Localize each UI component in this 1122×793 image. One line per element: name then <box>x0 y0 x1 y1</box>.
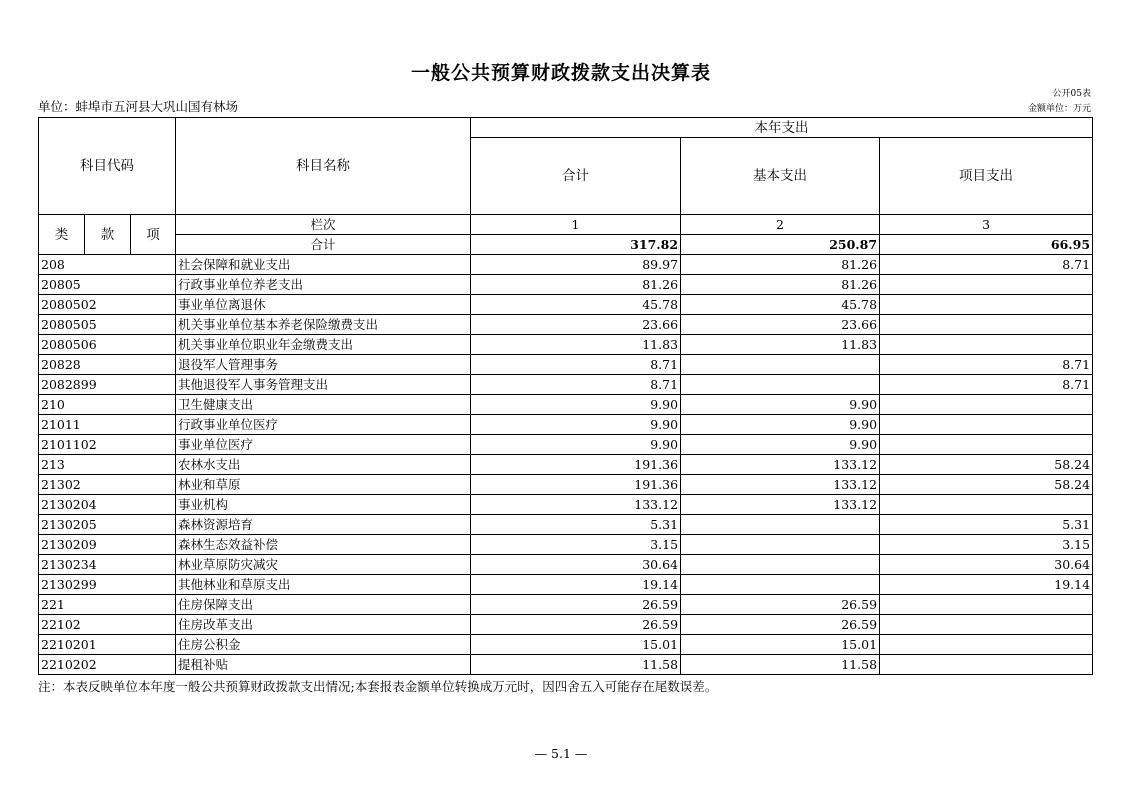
row-basic <box>681 575 880 595</box>
row-name: 行政事业单位医疗 <box>176 415 471 435</box>
row-name: 事业单位离退休 <box>176 295 471 315</box>
table-row <box>39 395 1093 415</box>
row-basic: 133.12 <box>681 475 880 495</box>
row-code: 2080506 <box>39 335 176 355</box>
row-code: 2210202 <box>39 655 176 675</box>
row-name: 卫生健康支出 <box>176 395 471 415</box>
row-basic: 15.01 <box>681 635 880 655</box>
table-row <box>39 275 1093 295</box>
row-total: 8.71 <box>471 375 681 395</box>
table-row <box>39 555 1093 575</box>
row-name: 机关事业单位职业年金缴费支出 <box>176 335 471 355</box>
row-code: 210 <box>39 395 176 415</box>
row-total: 26.59 <box>471 595 681 615</box>
row-total: 8.71 <box>471 355 681 375</box>
header-xiang: 项 <box>131 215 176 255</box>
row-project: 19.14 <box>880 575 1093 595</box>
table-row <box>39 355 1093 375</box>
row-code: 213 <box>39 455 176 475</box>
row-code: 2130205 <box>39 515 176 535</box>
row-name: 住房改革支出 <box>176 615 471 635</box>
row-code: 2130204 <box>39 495 176 515</box>
row-basic: 133.12 <box>681 455 880 475</box>
row-name: 林业和草原 <box>176 475 471 495</box>
amount-unit: 金额单位：万元 <box>1027 104 1091 114</box>
table-row <box>39 615 1093 635</box>
table-row <box>39 255 1093 275</box>
header-subject-name: 科目名称 <box>176 118 471 215</box>
header-kuan: 款 <box>85 215 131 255</box>
row-total: 191.36 <box>471 455 681 475</box>
row-code: 20828 <box>39 355 176 375</box>
row-basic <box>681 555 880 575</box>
table-row <box>39 575 1093 595</box>
table-row <box>39 595 1093 615</box>
header-project: 项目支出 <box>880 138 1093 215</box>
table-row <box>39 315 1093 335</box>
row-code: 2101102 <box>39 435 176 455</box>
table-row <box>39 635 1093 655</box>
row-code: 21302 <box>39 475 176 495</box>
row-code: 2080505 <box>39 315 176 335</box>
table-row <box>39 435 1093 455</box>
row-total: 26.59 <box>471 615 681 635</box>
row-project <box>880 295 1093 315</box>
row-code: 22102 <box>39 615 176 635</box>
header-col-1: 1 <box>471 215 681 235</box>
row-name: 提租补贴 <box>176 655 471 675</box>
table-row <box>39 535 1093 555</box>
row-name: 森林资源培育 <box>176 515 471 535</box>
table-row <box>39 475 1093 495</box>
row-basic: 45.78 <box>681 295 880 315</box>
row-code: 20805 <box>39 275 176 295</box>
table-row <box>39 655 1093 675</box>
row-project <box>880 655 1093 675</box>
row-project <box>880 635 1093 655</box>
row-code: 208 <box>39 255 176 275</box>
row-name: 其他林业和草原支出 <box>176 575 471 595</box>
row-name: 林业草原防灾减灾 <box>176 555 471 575</box>
row-total: 45.78 <box>471 295 681 315</box>
row-total: 191.36 <box>471 475 681 495</box>
row-project <box>880 275 1093 295</box>
row-code: 221 <box>39 595 176 615</box>
row-project: 58.24 <box>880 455 1093 475</box>
row-basic <box>681 535 880 555</box>
row-name: 农林水支出 <box>176 455 471 475</box>
row-project <box>880 595 1093 615</box>
header-total: 合计 <box>471 138 681 215</box>
row-basic <box>681 515 880 535</box>
row-name: 社会保障和就业支出 <box>176 255 471 275</box>
row-name: 森林生态效益补偿 <box>176 535 471 555</box>
row-project: 8.71 <box>880 255 1093 275</box>
row-basic <box>681 375 880 395</box>
total-row-basic: 250.87 <box>681 235 880 255</box>
row-total: 133.12 <box>471 495 681 515</box>
row-name: 退役军人管理事务 <box>176 355 471 375</box>
row-total: 9.90 <box>471 415 681 435</box>
row-code: 2130299 <box>39 575 176 595</box>
row-basic: 26.59 <box>681 595 880 615</box>
reporting-unit: 单位：蚌埠市五河县大巩山国有林场 <box>38 99 239 114</box>
row-name: 行政事业单位养老支出 <box>176 275 471 295</box>
row-project <box>880 415 1093 435</box>
row-project: 8.71 <box>880 355 1093 375</box>
row-basic: 81.26 <box>681 255 880 275</box>
table-row <box>39 335 1093 355</box>
row-code: 2082899 <box>39 375 176 395</box>
row-name: 住房保障支出 <box>176 595 471 615</box>
header-column-label: 栏次 <box>176 215 471 235</box>
row-project <box>880 435 1093 455</box>
header-lei: 类 <box>39 215 85 255</box>
table-row <box>39 295 1093 315</box>
row-name: 机关事业单位基本养老保险缴费支出 <box>176 315 471 335</box>
table-row <box>39 415 1093 435</box>
header-col-3: 3 <box>880 215 1093 235</box>
row-name: 其他退役军人事务管理支出 <box>176 375 471 395</box>
row-code: 21011 <box>39 415 176 435</box>
header-current-year: 本年支出 <box>471 118 1093 138</box>
header-col-2: 2 <box>681 215 880 235</box>
row-basic: 11.83 <box>681 335 880 355</box>
total-row-label: 合计 <box>176 235 471 255</box>
row-total: 89.97 <box>471 255 681 275</box>
row-basic: 26.59 <box>681 615 880 635</box>
row-total: 30.64 <box>471 555 681 575</box>
row-total: 15.01 <box>471 635 681 655</box>
table-row <box>39 375 1093 395</box>
table-row <box>39 515 1093 535</box>
row-project <box>880 615 1093 635</box>
table-row <box>39 455 1093 475</box>
row-project: 8.71 <box>880 375 1093 395</box>
row-code: 2210201 <box>39 635 176 655</box>
row-total: 23.66 <box>471 315 681 335</box>
page-title: 一般公共预算财政拨款支出决算表 <box>410 62 711 84</box>
row-project <box>880 335 1093 355</box>
footnote: 注：本表反映单位本年度一般公共预算财政拨款支出情况;本套报表金额单位转换成万元时，因四舍五入可能存在尾数误差。 <box>38 679 718 694</box>
row-project: 5.31 <box>880 515 1093 535</box>
row-basic: 9.90 <box>681 395 880 415</box>
row-total: 11.58 <box>471 655 681 675</box>
expenditure-table <box>38 117 1093 675</box>
row-project: 58.24 <box>880 475 1093 495</box>
row-name: 事业机构 <box>176 495 471 515</box>
row-project: 30.64 <box>880 555 1093 575</box>
header-basic: 基本支出 <box>681 138 880 215</box>
row-total: 3.15 <box>471 535 681 555</box>
page-number: — 5.1 — <box>534 746 588 761</box>
row-total: 5.31 <box>471 515 681 535</box>
row-project <box>880 315 1093 335</box>
row-total: 81.26 <box>471 275 681 295</box>
row-basic: 9.90 <box>681 435 880 455</box>
row-basic: 81.26 <box>681 275 880 295</box>
row-project <box>880 395 1093 415</box>
row-project <box>880 495 1093 515</box>
row-name: 住房公积金 <box>176 635 471 655</box>
row-basic: 11.58 <box>681 655 880 675</box>
row-basic: 23.66 <box>681 315 880 335</box>
row-basic: 133.12 <box>681 495 880 515</box>
header-subject-code: 科目代码 <box>39 118 176 215</box>
table-row <box>39 495 1093 515</box>
row-total: 11.83 <box>471 335 681 355</box>
row-basic: 9.90 <box>681 415 880 435</box>
row-code: 2130234 <box>39 555 176 575</box>
row-basic <box>681 355 880 375</box>
row-total: 19.14 <box>471 575 681 595</box>
row-total: 9.90 <box>471 395 681 415</box>
form-code: 公开05表 <box>1052 89 1091 99</box>
total-row-total: 317.82 <box>471 235 681 255</box>
row-code: 2080502 <box>39 295 176 315</box>
row-name: 事业单位医疗 <box>176 435 471 455</box>
total-row-project: 66.95 <box>880 235 1093 255</box>
row-code: 2130209 <box>39 535 176 555</box>
row-total: 9.90 <box>471 435 681 455</box>
row-project: 3.15 <box>880 535 1093 555</box>
